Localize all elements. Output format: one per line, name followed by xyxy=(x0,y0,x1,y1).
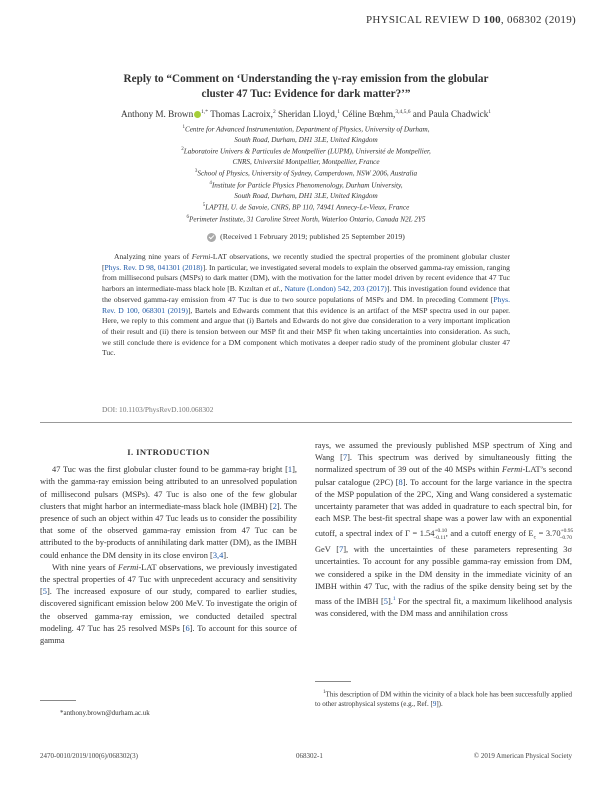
author: and Paula Chadwick$^1$ xyxy=(412,109,492,120)
affiliation: $^4$Institute for Particle Physics Phenomenology, Durham University, xyxy=(209,181,403,190)
author: Thomas Lacroix,$^2$ xyxy=(210,109,276,120)
paragraph: rays, we assumed the previously published MSP spectrum of Xing and Wang [7]. This spectrum was derived by simultaneously fitting the normalized spectrum of 39 out of the 40 MSPs within Fermi-LAT’s second pulsar catalogue (2PC) [8]. To account for the large variance in the spectra of the MSP population of the 2PC, Xing and Wang considered a systematic uncertainty parameter that was added in quadrature to each spectral bin, for each MSP. The best-fit spectral shape was a power law with an exponential cutoff, a spectral index of $\Gamma = 1.54^{+0.10}_{-0.11}$, and a cutoff energy of $E_c = 3.70^{+0.95}_{-0.70}$ GeV [7], with the uncertainties of these parameters representing 3σ uncertainties. To account for any possible gamma-ray emission from DM, we considered a spike in the DM density in the immediate vicinity of an IMBH within 47 Tuc, with the radius of the spike density being set by the mass of the IMBH [5].$^1$ For the spectral fit, a maximum likelihood analysis was considered, with the DM mass and annihilation cross xyxy=(315,441,574,618)
footer-issn: 2470-0010/2019/100(6)/068302(3) xyxy=(40,752,138,760)
affiliations xyxy=(60,123,552,225)
column-right xyxy=(315,440,572,620)
affiliation: $^2$Laboratoire Univers & Particules de Montpellier (LUPM), Université de Montpellier, xyxy=(181,147,431,156)
reference-link[interactable]: Nature (London) 542, 203 (2017) xyxy=(284,284,387,294)
column-left xyxy=(40,446,297,647)
abstract: Analyzing nine years of Fermi-LAT observations, we recently studied the spectral properties of the prominent globular cluster [Phys. Rev. D 98, 041301 (2018)]. In particular, we investigated several models to explain the observed gamma-ray emission, ranging from millisecond pulsars (MSPs) to dark matter (DM), with the motivation for the latter model driven by recent evidence that 47 Tuc harbors an intermediate-mass black hole [B. Kızıltan et al., Nature (London) 542, 203 (2017)]. This investigation found evidence that the observed gamma-ray emission from 47 Tuc is due to two source populations of MSPs and DM. In preceding Comment [Phys. Rev. D 100, 068301 (2019)], Bartels and Edwards comment that this evidence is an artifact of the MSP spectra used in our paper. Here, we reply to this comment and argue that (i) Bartels and Edwards do not give due consideration to a very important implication of their result and (ii) there is tension between our MSP fit and their MSP fit when taking uncertainties into consideration. As such, we still conclude there is evidence for a DM component which motivates a deeper radio study of the prominent globular cluster 47 Tuc. xyxy=(102,252,511,358)
footnote: $^1$This description of DM within the vicinity of a black hole has been successfully applied to other astrophysical systems (e.g., Ref. [9]). xyxy=(315,690,572,708)
check-for-updates-icon[interactable] xyxy=(207,233,216,242)
paragraph: With nine years of Fermi-LAT observations, we previously investigated the spectral properties of 47 Tuc with unprecedent accuracy and sensitivity [5]. The increased exposure of our study, compared to earlier studies, discovered significant emission below 200 MeV. To investigate the origin of the observed gamma-ray emission, we conducted detailed spectral modeling. 47 Tuc has 25 resolved MSPs [6]. To account for this source of gamma xyxy=(40,562,297,646)
affiliation: $^3$School of Physics, University of Sydney, Camperdown, NSW 2006, Australia xyxy=(194,169,418,178)
citation-link[interactable]: 9 xyxy=(432,699,437,708)
footnote-rule xyxy=(40,700,76,701)
author: Céline Bœhm,$^{3,4,5,6}$ xyxy=(342,109,411,120)
reference-link[interactable]: Phys. Rev. D 100, 068301 (2019) xyxy=(102,294,510,315)
footnote-mark[interactable]: 1 xyxy=(392,595,396,602)
citation-link[interactable]: 7 xyxy=(342,453,348,463)
paragraph: 47 Tuc was the first globular cluster found to be gamma-ray bright [1], with the gamma-ray emission being attributed to an unresolved population of millisecond pulsars (MSPs). 47 Tuc is also one of the few globular clusters that might harbor an intermediate-mass black hole (IMBH) [2]. The presence of such an object within 47 Tuc leads us to consider the possibility that some of the observed gamma-ray emission from 47 Tuc can be attributed to the by-products of annihilating dark matter (DM), as the IMBH could enhance the DM density in its close environ [3,4]. xyxy=(40,465,297,560)
author[interactable]: Anthony M. Brown $^{1,*}$ xyxy=(120,109,209,120)
author: Sheridan Lloyd,$^1$ xyxy=(278,109,340,120)
title-line: cluster 47 Tuc: Evidence for dark matter?’” xyxy=(201,88,411,100)
affiliation: $^1$Centre for Advanced Instrumentation, Department of Physics, University of Durham, xyxy=(182,125,430,134)
running-header: PHYSICAL REVIEW D 100, 068302 (2019) xyxy=(365,14,576,26)
affiliation-cont: South Road, Durham, DH1 3LE, United Kingdom xyxy=(234,192,378,200)
reference-link[interactable]: Phys. Rev. D 98, 041301 (2018) xyxy=(104,262,203,272)
affiliation: $^5$LAPTH, U. de Savoie, CNRS, BP 110, 74941 Annecy-Le-Vieux, France xyxy=(202,203,410,212)
section-heading: I. INTRODUCTION xyxy=(127,447,210,457)
footnote-email[interactable]: *anthony.brown@durham.ac.uk xyxy=(60,709,150,717)
citation-link[interactable]: 1 xyxy=(287,465,293,475)
affiliation: $^6$Perimeter Institute, 31 Caroline Street North, Waterloo Ontario, Canada N2L 2Y5 xyxy=(186,215,426,224)
footer-copyright: © 2019 American Physical Society xyxy=(473,752,572,760)
citation-link[interactable]: 7 xyxy=(339,545,344,555)
footer-page-number: 068302-1 xyxy=(296,752,323,760)
citation-link[interactable]: 5 xyxy=(42,587,47,597)
citation-link[interactable]: 6 xyxy=(185,623,190,633)
citation-link[interactable]: 2 xyxy=(272,501,277,511)
footnote-rule xyxy=(315,681,351,682)
affiliation-cont: South Road, Durham, DH1 3LE, United Kingdom xyxy=(234,135,378,144)
title-line: Reply to “Comment on ‘Understanding the γ-ray emission from the globular xyxy=(123,73,489,85)
author-list xyxy=(40,106,572,120)
citation-link[interactable]: 3,4 xyxy=(212,550,224,560)
divider xyxy=(40,422,572,423)
citation-link[interactable]: 5 xyxy=(383,596,388,606)
doi[interactable]: DOI: 10.1103/PhysRevD.100.068302 xyxy=(102,405,214,414)
article-title xyxy=(60,72,552,102)
citation-link[interactable]: 8 xyxy=(398,477,403,487)
received-line: (Received 1 February 2019; published 25 September 2019) xyxy=(60,232,552,242)
affiliation-cont: CNRS, Université Montpellier, Montpellier, France xyxy=(232,158,380,166)
